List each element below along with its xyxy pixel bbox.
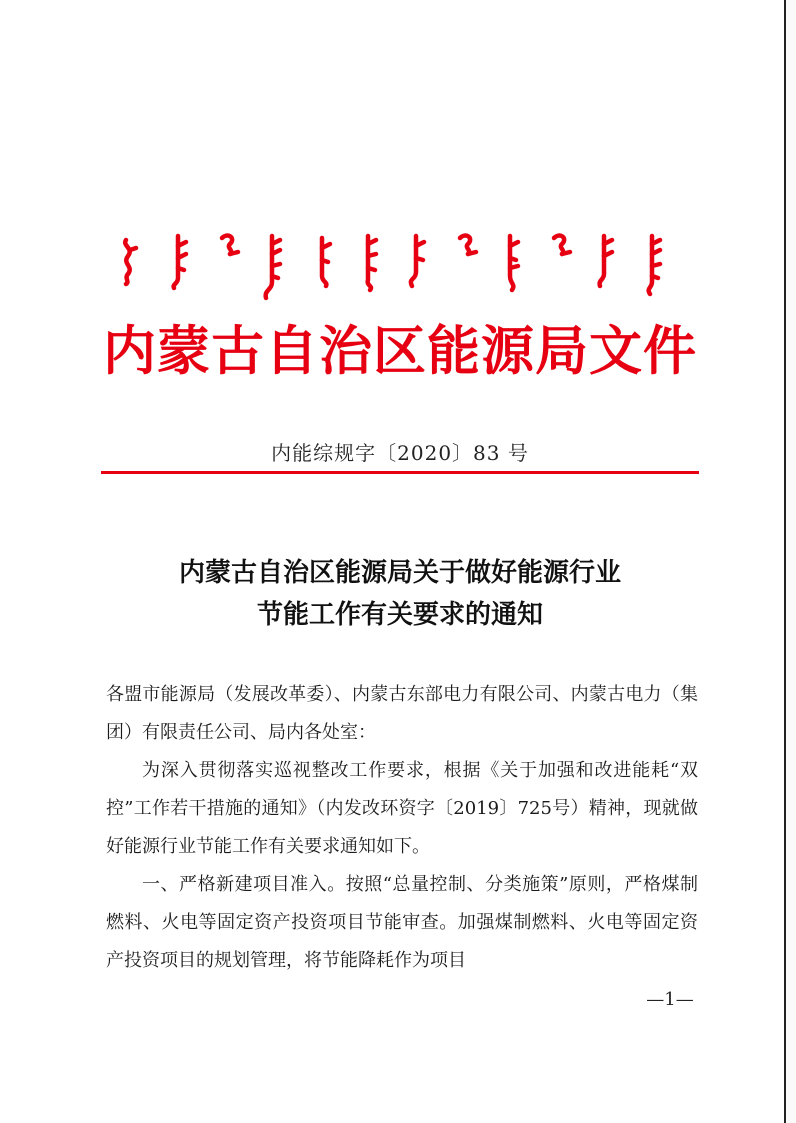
document-title-line-1: 内蒙古自治区能源局关于做好能源行业 [178,558,621,588]
red-divider-line [101,471,699,474]
document-title [100,552,700,636]
page-number: —1— [646,989,694,1010]
body-paragraph-1: 为深入贯彻落实巡视整改工作要求，根据《关于加强和改进能耗“双控”工作若干措施的通知》（内发改环资字〔2019〕725号）精神，现就做好能源行业节能工作有关要求通知如下。 [106,760,698,857]
mongolian-script-graphic [108,228,680,302]
document-body [106,676,698,980]
recipients-paragraph: 各盟市能源局（发展改革委）、内蒙古东部电力有限公司、内蒙古电力（集团）有限责任公司、局内各处室： [106,684,698,743]
mongolian-script-header [108,228,680,302]
issuer-title: 内蒙古自治区能源局文件 [103,321,697,382]
body-paragraph-2: 一、严格新建项目准入。按照“总量控制、分类施策”原则，严格煤制燃料、火电等固定资产投资项目节能审查。加强煤制燃料、火电等固定资产投资项目的规划管理，将节能降耗作为项目 [106,874,698,971]
page-edge [784,0,796,1123]
document-number: 内能综规字〔2020〕83 号 [271,441,529,465]
document-title-line-2: 节能工作有关要求的通知 [256,600,543,630]
